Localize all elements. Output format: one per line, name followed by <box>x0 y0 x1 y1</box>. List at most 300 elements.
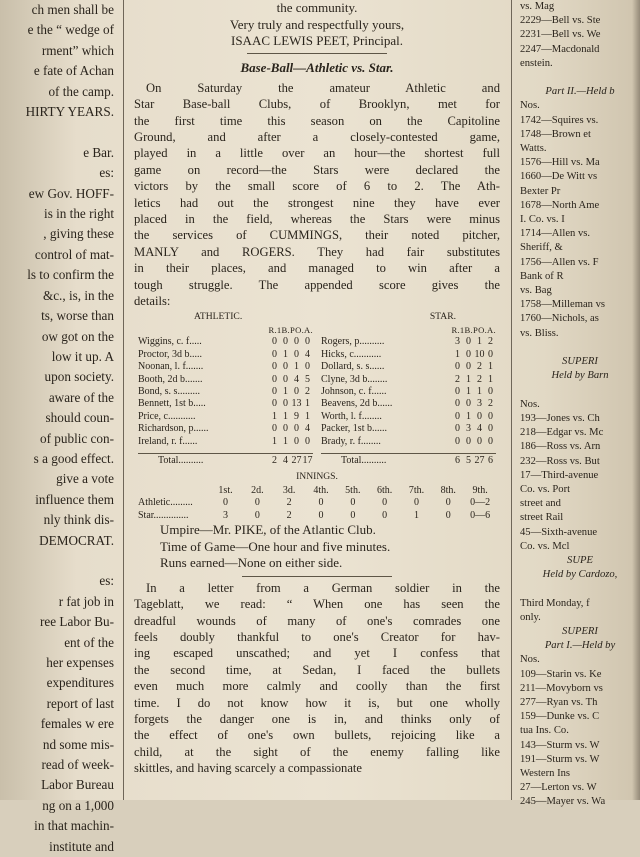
stat-value: 0 <box>455 398 460 410</box>
text-line <box>0 551 118 571</box>
text-line: forgets the danger one is in, and thinks only of <box>134 712 500 726</box>
text-line: 2229—Bell vs. Ste <box>520 15 601 27</box>
text-line: r fat job in <box>58 593 114 609</box>
innings-row <box>138 497 496 509</box>
stat-value: 1 <box>283 435 288 447</box>
player-row <box>138 436 313 448</box>
text-line: expenditures <box>46 675 114 691</box>
text-line: street Rail <box>520 512 564 524</box>
text-line: low it up. A <box>51 348 114 364</box>
column-rule-left <box>123 0 124 800</box>
text-line: ch men shall be <box>31 2 114 17</box>
text-line: 1756—Allen vs. F <box>520 256 599 268</box>
section-rule <box>242 576 392 577</box>
stat-value: 0 <box>488 410 493 422</box>
text-line: 1714—Allen vs. <box>520 228 591 240</box>
team-name: Star.............. <box>138 509 189 521</box>
total-value: 27 <box>291 454 302 466</box>
text-line: the first time this season on the Capitoline <box>134 113 500 128</box>
stat-value: 0 <box>283 373 288 385</box>
right-column <box>516 0 640 808</box>
text-line <box>0 122 118 142</box>
stat-value: 0 <box>272 348 277 360</box>
middle-column <box>128 0 506 800</box>
game-note: Runs earned—None on either side. <box>160 555 343 571</box>
stat-value: 0 <box>283 423 288 435</box>
text-line: es: <box>99 165 114 181</box>
player-row <box>321 398 496 410</box>
inning-score: 2 <box>286 509 292 521</box>
text-line: ent of the <box>64 634 114 650</box>
text-line: played in a little over an hour—the shortest full <box>134 146 500 161</box>
innings-row <box>138 510 496 522</box>
stat-value: 4 <box>305 348 310 360</box>
stat-value: 1 <box>466 410 471 422</box>
stat-value: 9 <box>294 410 299 422</box>
stat-value: 0 <box>455 385 460 397</box>
player-name: Dollard, s. s...... <box>321 361 385 373</box>
text-line: Co. vs. Mcl <box>520 540 570 552</box>
text-line: 1576—Hill vs. Ma <box>520 157 600 169</box>
inning-header: 4th. <box>313 484 329 496</box>
stat-value: 1 <box>305 410 310 422</box>
text-line: e the “ wedge of <box>27 22 114 38</box>
player-name: Brady, r. f........ <box>321 435 381 447</box>
stat-value: 1 <box>466 385 471 397</box>
text-line: Tageblatt, we read: “ When one has seen the <box>134 597 500 612</box>
stat-value: 0 <box>283 336 288 348</box>
text-line: Nos. <box>520 100 540 112</box>
athletic-box <box>138 324 313 467</box>
stat-value: 0 <box>294 435 299 447</box>
player-row <box>321 349 496 361</box>
stat-value: 0 <box>294 385 299 397</box>
stat-value: 0 <box>294 348 299 360</box>
stat-value: 3 <box>466 423 471 435</box>
total-value: 27 <box>474 454 485 466</box>
text-line: In a letter from a German soldier in the <box>146 580 500 595</box>
text-line: tua Ins. Co. <box>520 725 569 737</box>
stat-value: 2 <box>488 398 493 410</box>
text-line: MANLY and ROGERS. They had fair substitutes <box>134 244 500 259</box>
stat-value: 1 <box>283 410 288 422</box>
article-paragraph <box>128 80 506 310</box>
text-line: child, at the sight of the enemy falling like <box>134 744 500 759</box>
stat-value: 0 <box>294 423 299 435</box>
text-line: Nos. <box>520 654 540 666</box>
text-line: ew Gov. HOFF- <box>28 185 114 201</box>
stat-value: 10 <box>474 348 485 360</box>
inning-score: 0 <box>382 497 388 509</box>
innings-spacer <box>138 485 210 497</box>
game-note: Umpire—Mr. PIKE, of the Atlantic Club. <box>160 521 376 537</box>
text-line: 232—Ross vs. But <box>520 455 600 467</box>
text-line: Western Ins <box>520 767 571 779</box>
text-line: time. I do not know how it is, but one wholly <box>134 695 500 710</box>
player-row <box>321 411 496 423</box>
page-edge-shadow <box>632 0 640 800</box>
text-line: 277—Ryan vs. Th <box>520 696 598 708</box>
stat-value: 0 <box>466 398 471 410</box>
total-value: 6 <box>488 454 493 466</box>
player-row <box>321 423 496 435</box>
player-row <box>138 361 313 373</box>
stat-value: 1 <box>488 361 493 373</box>
text-line: &c., is, in the <box>42 287 114 303</box>
player-row <box>321 336 496 348</box>
stat-value: 0 <box>305 361 310 373</box>
section-rule <box>247 53 387 54</box>
text-line: dreadful wounds of many of one's comrades one <box>134 613 500 628</box>
stat-value: 1 <box>488 373 493 385</box>
stat-value: 0 <box>305 435 310 447</box>
text-line: the effect of one's own bullets, rejoicing like a <box>134 728 500 743</box>
stat-value: 0 <box>488 348 493 360</box>
stat-value: 1 <box>294 361 299 373</box>
text-line: Bexter Pr <box>520 185 561 197</box>
stat-value: 0 <box>466 336 471 348</box>
stat-value: 1 <box>283 348 288 360</box>
stat-value: 0 <box>283 361 288 373</box>
text-line: SUPERI <box>562 356 598 368</box>
text-line: HIRTY YEARS. <box>25 104 114 120</box>
text-line: vs. Mag <box>520 1 555 12</box>
text-line <box>516 341 640 355</box>
stat-value: 0 <box>272 423 277 435</box>
inning-score: 1 <box>413 509 419 521</box>
player-name: Ireland, r. f...... <box>138 435 198 447</box>
player-name: Worth, l. f........ <box>321 410 382 422</box>
text-line: 45—Sixth-avenue <box>520 526 598 538</box>
text-line: vs. Bag <box>520 285 552 297</box>
text-line: ing escaped unscathed; and yet I confess that <box>134 646 500 661</box>
player-row <box>138 398 313 410</box>
total-value: 6 <box>455 454 460 466</box>
text-line: enstein. <box>520 57 553 69</box>
total-value: 4 <box>283 454 288 466</box>
text-line: 27—Lerton vs. W <box>520 782 597 794</box>
stat-value: 0 <box>466 361 471 373</box>
stat-value: 2 <box>488 336 493 348</box>
stat-value: 0 <box>466 348 471 360</box>
player-row <box>321 386 496 398</box>
box-score <box>128 311 506 467</box>
left-column <box>0 0 118 854</box>
inning-header: 5th. <box>345 484 361 496</box>
text-line: 1760—Nichols, as <box>520 313 599 325</box>
text-line: even much more calmly and coolly than the first <box>134 679 500 694</box>
stat-value: 0 <box>466 435 471 447</box>
text-line: skittles, and having scarcely a compassionate <box>134 761 363 776</box>
text-line: Watts. <box>520 143 547 155</box>
text-line: Third Monday, f <box>520 597 590 609</box>
inning-score: 0—6 <box>470 509 491 521</box>
inning-score: 0 <box>223 497 228 509</box>
inning-score: 0 <box>413 497 419 509</box>
inning-score: 0 <box>318 497 324 509</box>
player-name: Richardson, p...... <box>138 423 209 435</box>
stat-value: 0 <box>455 423 460 435</box>
text-line: Co. vs. Port <box>520 483 571 495</box>
text-line: 218—Edgar vs. Mc <box>520 427 604 439</box>
innings-header <box>138 485 496 497</box>
game-note: Time of Game—One hour and five minutes. <box>160 538 391 554</box>
text-line: I. Co. vs. I <box>520 214 565 226</box>
player-name: Price, c........... <box>138 410 196 422</box>
text-line: details: <box>134 294 171 309</box>
inning-score: 0—2 <box>470 497 491 509</box>
star-box <box>321 324 496 467</box>
text-line: ts, worse than <box>41 308 114 324</box>
inning-header: 8th. <box>440 484 456 496</box>
stat-value: 0 <box>272 373 277 385</box>
text-line: females w ere <box>40 716 114 732</box>
text-line: Part I.—Held by <box>544 640 616 652</box>
player-name: Hicks, c........... <box>321 348 382 360</box>
stat-value: 1 <box>477 336 482 348</box>
stat-value: 0 <box>488 385 493 397</box>
letter-closing <box>128 0 506 50</box>
stat-value: 0 <box>477 435 482 447</box>
text-line: 2247—Macdonald <box>520 43 600 55</box>
stat-value: 0 <box>305 336 310 348</box>
text-line: On Saturday the amateur Athletic and <box>146 80 500 95</box>
text-line: aware of the <box>48 389 114 405</box>
text-line: 1660—De Witt vs <box>520 171 598 183</box>
text-line: Labor Bureau <box>41 777 114 793</box>
stat-value: 0 <box>488 423 493 435</box>
player-name: Clyne, 3d b........ <box>321 373 388 385</box>
text-line: only. <box>520 611 541 623</box>
player-row <box>321 374 496 386</box>
text-line: Sheriff, & <box>520 242 563 254</box>
stat-value: 4 <box>305 423 310 435</box>
stat-value: 3 <box>477 398 482 410</box>
headline: Base-Ball—Athletic vs. Star. <box>240 59 394 75</box>
text-line: tough struggle. The appended score gives the <box>134 277 500 292</box>
inning-score: 0 <box>445 509 451 521</box>
text-line: of public con- <box>40 430 114 446</box>
stat-header: R.1B.PO.A. <box>451 324 496 335</box>
stat-value: 1 <box>477 385 482 397</box>
text-line: 211—Movyborn vs <box>520 682 603 694</box>
text-line: nd some mis- <box>42 736 114 752</box>
star-total <box>321 453 496 467</box>
text-line: 245—Mayer vs. Wa <box>520 796 606 808</box>
inning-header: 6th. <box>377 484 393 496</box>
stat-value: 1 <box>466 373 471 385</box>
text-line: Star Base-ball Clubs, of Brooklyn, met for <box>134 97 500 112</box>
text-line: the community. <box>276 0 358 15</box>
stat-value: 2 <box>305 385 310 397</box>
player-name: Noonan, l. f....... <box>138 361 204 373</box>
player-row <box>138 349 313 361</box>
stat-value: 0 <box>488 435 493 447</box>
text-line: e fate of Achan <box>33 63 114 79</box>
text-line: Held by Barn <box>551 370 609 382</box>
text-line: influence them <box>35 491 114 507</box>
inning-header: 1st. <box>218 484 233 496</box>
text-line: nly think dis- <box>43 512 114 528</box>
inning-score: 0 <box>254 509 260 521</box>
total-value: 5 <box>466 454 471 466</box>
player-name: Rogers, p.......... <box>321 336 385 348</box>
stat-value: 4 <box>294 373 299 385</box>
text-line: Bank of R <box>520 270 564 282</box>
stat-value: 2 <box>477 361 482 373</box>
text-line: victors by the small score of 6 to 2. The Ath- <box>134 179 500 194</box>
player-row <box>138 411 313 423</box>
total-label: Total.......... <box>341 454 387 466</box>
stat-value: 5 <box>305 373 310 385</box>
stat-value: 0 <box>283 398 288 410</box>
text-line: ISAAC LEWIS PEET, Principal. <box>231 33 403 49</box>
text-line: letics had out the strongest nine they have ever <box>134 195 500 210</box>
text-line: 191—Sturm vs. W <box>520 753 600 765</box>
text-line: institute and <box>49 838 114 854</box>
text-line: the services of CUMMINGS, their noted pitcher, <box>134 228 500 243</box>
text-line: 159—Dunke vs. C <box>520 711 600 723</box>
player-row <box>321 361 496 373</box>
article-paragraph <box>128 580 506 777</box>
text-line: street and <box>520 498 561 510</box>
text-line: 2231—Bell vs. We <box>520 29 601 41</box>
text-line: s a good effect. <box>33 450 114 466</box>
text-line: SUPERI <box>562 625 598 637</box>
inning-header: 2d. <box>251 484 264 496</box>
text-line: ng on a 1,000 <box>42 797 114 813</box>
inning-score: 0 <box>445 497 451 509</box>
text-line: game on record—the Stars were declared the <box>134 162 500 177</box>
total-value: 17 <box>302 454 313 466</box>
text-line: ls to confirm the <box>27 267 114 283</box>
player-row <box>138 386 313 398</box>
inning-score: 0 <box>382 509 388 521</box>
text-line: in their places, and managed to win after a <box>134 261 500 276</box>
total-value: 2 <box>272 454 277 466</box>
text-line: Part II.—Held b <box>545 86 615 98</box>
text-line: 1758—Milleman vs <box>520 299 606 311</box>
stat-value: 2 <box>455 373 460 385</box>
stat-value: 1 <box>272 435 277 447</box>
text-line: , giving these <box>43 226 114 242</box>
stat-value: 1 <box>272 410 277 422</box>
stat-value: 0 <box>272 361 277 373</box>
player-name: Booth, 2d b....... <box>138 373 203 385</box>
text-line: es: <box>99 573 114 589</box>
stat-value: 0 <box>272 385 277 397</box>
stat-value: 1 <box>283 385 288 397</box>
column-rule-right <box>511 0 512 800</box>
text-line: read of week- <box>41 757 114 773</box>
text-line: 1742—Squires vs. <box>520 114 599 126</box>
player-name: Johnson, c. f...... <box>321 385 387 397</box>
text-line: 1748—Brown et <box>520 128 591 140</box>
stat-value: 0 <box>455 361 460 373</box>
stat-value: 0 <box>294 336 299 348</box>
star-label: STAR. <box>429 311 456 323</box>
innings-table <box>128 471 506 571</box>
player-name: Packer, 1st b...... <box>321 423 387 435</box>
text-line: the second time, at Sedan, I faced the bullets <box>134 662 500 677</box>
text-line: vs. Bliss. <box>520 327 559 339</box>
inning-header: 3d. <box>282 484 296 496</box>
text-line: Very truly and respectfully yours, <box>229 16 405 32</box>
text-line: e Bar. <box>83 144 114 160</box>
stat-value: 1 <box>455 348 460 360</box>
athletic-total <box>138 453 313 467</box>
text-line: 17—Third-avenue <box>520 469 599 481</box>
player-row <box>138 423 313 435</box>
team-name: Athletic......... <box>138 497 193 509</box>
total-label: Total.......... <box>158 454 204 466</box>
player-row <box>321 436 496 448</box>
text-line: ow got on the <box>41 328 114 344</box>
text-line: 143—Sturm vs. W <box>520 739 600 751</box>
text-line: 193—Jones vs. Ch <box>520 412 600 424</box>
inning-score: 2 <box>286 497 292 509</box>
text-line: feels doubly thankful to one's Creator for hav- <box>134 629 500 644</box>
player-name: Wiggins, c. f..... <box>138 336 202 348</box>
stat-value: 2 <box>477 373 482 385</box>
text-line <box>516 582 640 596</box>
text-line: control of mat- <box>34 246 114 262</box>
text-line <box>516 71 640 85</box>
text-line: in that machin- <box>34 818 114 834</box>
stat-value: 0 <box>272 336 277 348</box>
player-name: Beavens, 2d b...... <box>321 398 393 410</box>
stat-value: 13 <box>291 398 302 410</box>
stat-value: 0 <box>477 410 482 422</box>
inning-header: 7th. <box>408 484 425 496</box>
stat-header: R.1B.PO.A. <box>268 324 313 335</box>
inning-score: 3 <box>223 509 228 521</box>
player-name: Bond, s. s......... <box>138 385 200 397</box>
text-line: 109—Starin vs. Ke <box>520 668 602 680</box>
inning-header: 9th. <box>472 484 488 496</box>
text-line: Held by Cardozo, <box>542 569 618 581</box>
text-line: rment” which <box>41 42 114 58</box>
player-row <box>138 374 313 386</box>
text-line: 186—Ross vs. Arn <box>520 441 601 453</box>
text-line: 1678—North Ame <box>520 199 600 211</box>
stat-value: 0 <box>455 410 460 422</box>
inning-score: 0 <box>350 509 356 521</box>
text-line: give a vote <box>56 471 114 487</box>
stat-value: 0 <box>455 435 460 447</box>
text-line: placed in the field, whereas the Stars were minus <box>134 212 500 227</box>
inning-score: 0 <box>350 497 356 509</box>
stat-value: 4 <box>477 423 482 435</box>
stat-value: 1 <box>305 398 310 410</box>
text-line: upon society. <box>44 369 114 385</box>
text-line: should coun- <box>45 410 114 426</box>
text-line <box>516 383 640 397</box>
text-line: ree Labor Bu- <box>40 614 114 630</box>
player-name: Proctor, 3d b..... <box>138 348 203 360</box>
stat-value: 3 <box>455 336 460 348</box>
athletic-label: ATHLETIC. <box>194 311 243 323</box>
text-line: SUPE <box>567 554 593 566</box>
text-line: of the camp. <box>48 83 114 99</box>
text-line: report of last <box>46 695 114 711</box>
text-line: Nos. <box>520 398 540 410</box>
player-row <box>138 336 313 348</box>
stat-value: 0 <box>272 398 277 410</box>
text-line: Ground, and after a closely-contested game, <box>134 130 500 144</box>
text-line: DEMOCRAT. <box>39 532 114 548</box>
inning-score: 0 <box>318 509 324 521</box>
